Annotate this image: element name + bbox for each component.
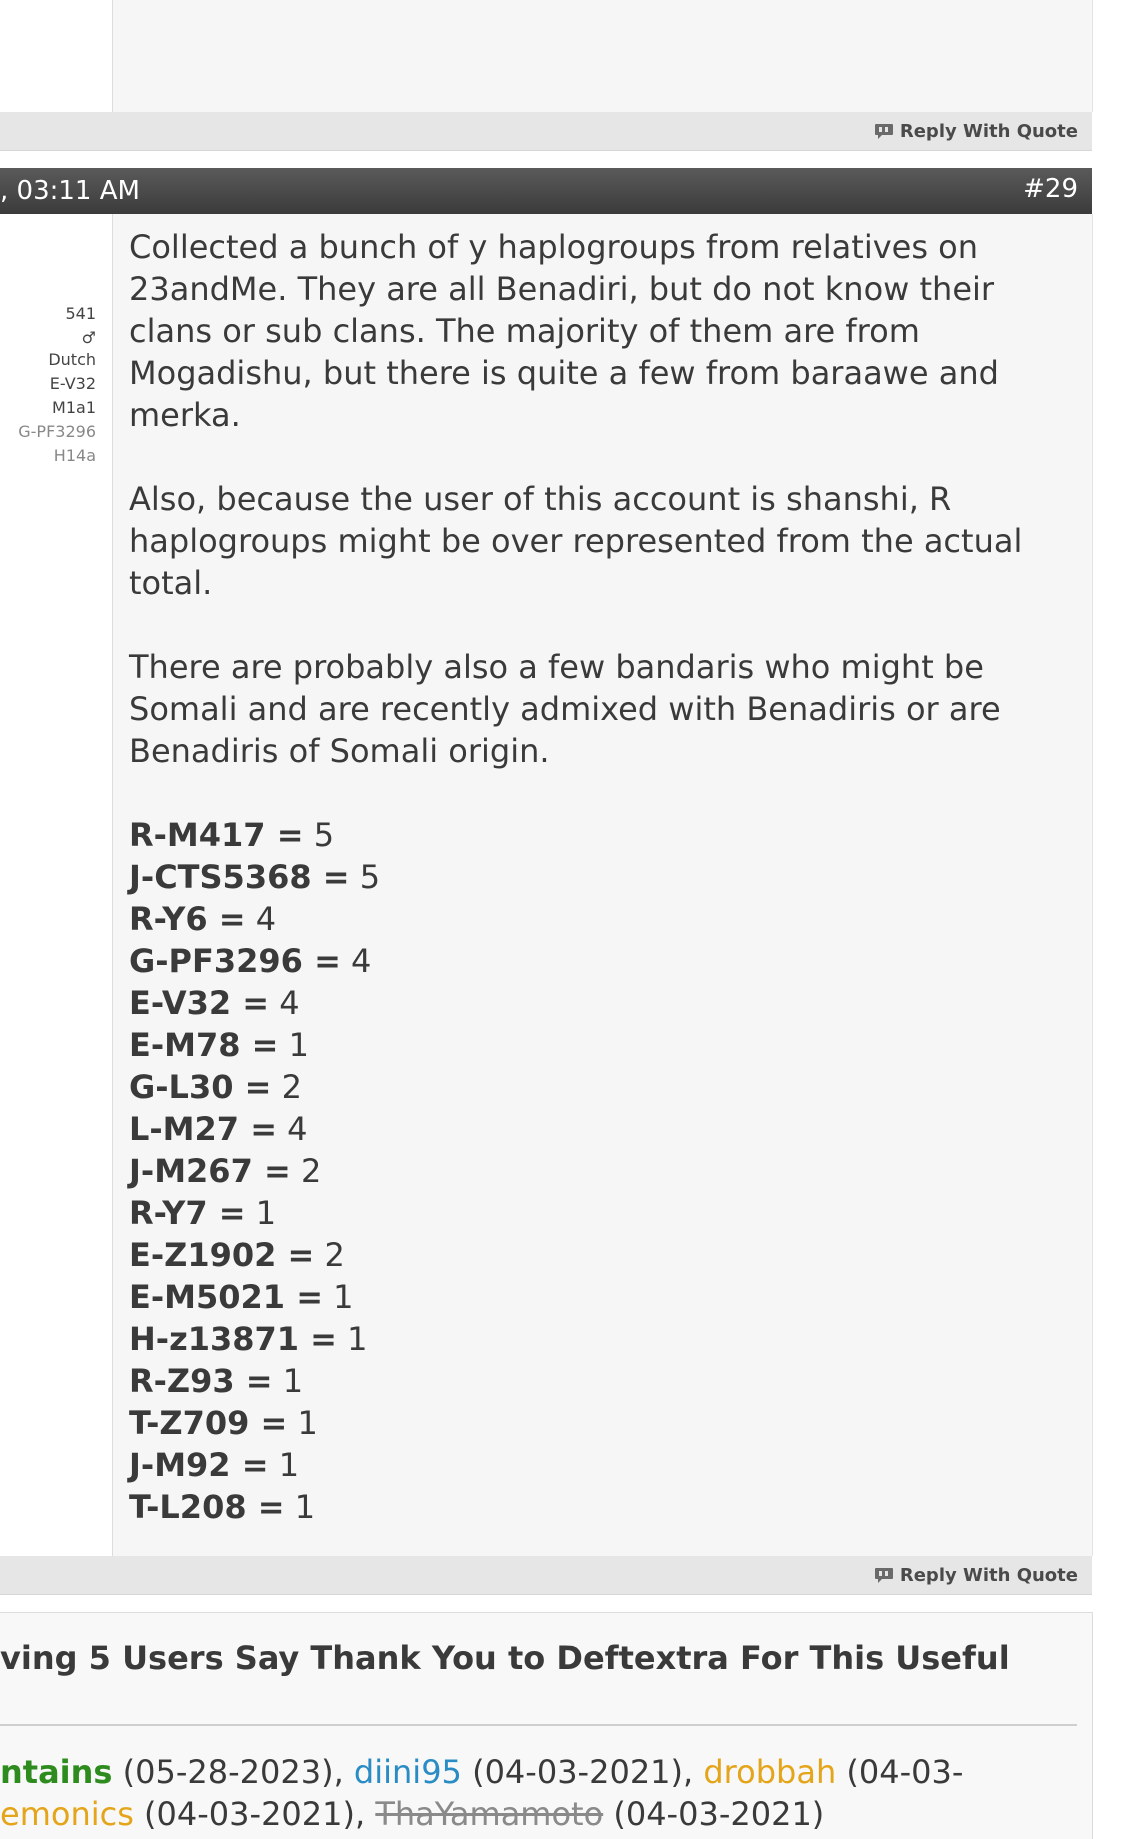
previous-post-userinfo [0, 0, 113, 112]
haplogroup-item: T-Z709 = 1 [129, 1404, 318, 1442]
haplogroup-item: J-M92 = 1 [129, 1446, 300, 1484]
thanks-date: (04-03-2021) [603, 1795, 825, 1833]
previous-post-body [0, 0, 1093, 112]
user-mt-dna: M1a1 [52, 398, 96, 417]
thanks-users-row [0, 1753, 963, 1791]
haplogroup-list [129, 814, 1069, 1528]
reply-with-quote-label: Reply With Quote [899, 121, 1078, 142]
thanks-users-row [0, 1795, 824, 1833]
user-mt-dna-2: H14a [53, 446, 96, 465]
haplogroup-item: E-Z1902 = 2 [129, 1236, 345, 1274]
post-paragraph: There are probably also a few bandaris who might be Somali and are recently admixed with Benadiris or are Benadiris of Somali origin. [129, 648, 1001, 770]
haplogroup-item: H-z13871 = 1 [129, 1320, 368, 1358]
post-header [0, 168, 1092, 214]
post-date: , 03:11 AM [0, 176, 140, 206]
haplogroup-item: E-M5021 = 1 [129, 1278, 354, 1316]
post-userinfo [0, 214, 113, 1556]
reply-with-quote-label: Reply With Quote [899, 1565, 1078, 1586]
thanks-divider [0, 1724, 1077, 1726]
thanks-box [0, 1612, 1093, 1839]
user-y-dna-2: G-PF3296 [18, 422, 96, 441]
post-paragraph: Collected a bunch of y haplogroups from relatives on 23andMe. They are all Benadiri, but do not know their clans or sub clans. The majority of them are from Mogadishu, but there is quite a few from baraawe and merka. [129, 228, 999, 434]
thanks-user-link[interactable]: drobbah [703, 1753, 837, 1791]
haplogroup-item: J-CTS5368 = 5 [129, 858, 381, 896]
haplogroup-item: E-M78 = 1 [129, 1026, 309, 1064]
post-footer [0, 1556, 1092, 1595]
haplogroup-item: J-M267 = 2 [129, 1152, 322, 1190]
thanks-title: ving 5 Users Say Thank You to Deftextra For This Useful [0, 1639, 1010, 1677]
haplogroup-item: G-PF3296 = 4 [129, 942, 372, 980]
thanks-date: (04-03- [836, 1753, 964, 1791]
thanks-date: (05-28-2023), [112, 1753, 354, 1791]
previous-post-footer [0, 112, 1092, 151]
thanks-user-link[interactable]: diini95 [353, 1753, 462, 1791]
haplogroup-item: G-L30 = 2 [129, 1068, 302, 1106]
haplogroup-item: R-Y7 = 1 [129, 1194, 277, 1232]
haplogroup-item: T-L208 = 1 [129, 1488, 316, 1526]
user-y-dna: E-V32 [49, 374, 96, 393]
thanks-date: (04-03-2021), [133, 1795, 376, 1833]
post-message [129, 226, 1069, 1528]
haplogroup-item: L-M27 = 4 [129, 1110, 308, 1148]
quote-bubble-icon [874, 123, 894, 141]
thanks-user-link[interactable]: emonics [0, 1795, 134, 1833]
thanks-user-link-banned[interactable]: ThaYamamoto [375, 1795, 604, 1833]
thanks-user-link[interactable]: ntains [0, 1753, 113, 1791]
post-body [0, 214, 1093, 1556]
user-ancestry: Dutch [48, 350, 96, 369]
reply-with-quote-button[interactable] [874, 121, 1078, 142]
post-number-link[interactable]: #29 [1023, 174, 1078, 204]
haplogroup-item: R-Y6 = 4 [129, 900, 277, 938]
quote-bubble-icon [874, 1567, 894, 1585]
male-symbol-icon: ♂ [81, 328, 96, 347]
reply-with-quote-button[interactable] [874, 1565, 1078, 1586]
thanks-date: (04-03-2021), [461, 1753, 704, 1791]
haplogroup-item: E-V32 = 4 [129, 984, 300, 1022]
haplogroup-item: R-Z93 = 1 [129, 1362, 304, 1400]
haplogroup-item: R-M417 = 5 [129, 816, 335, 854]
post-paragraph: Also, because the user of this account is shanshi, R haplogroups might be over represented from the actual total. [129, 480, 1023, 602]
user-post-count: 541 [65, 304, 96, 323]
